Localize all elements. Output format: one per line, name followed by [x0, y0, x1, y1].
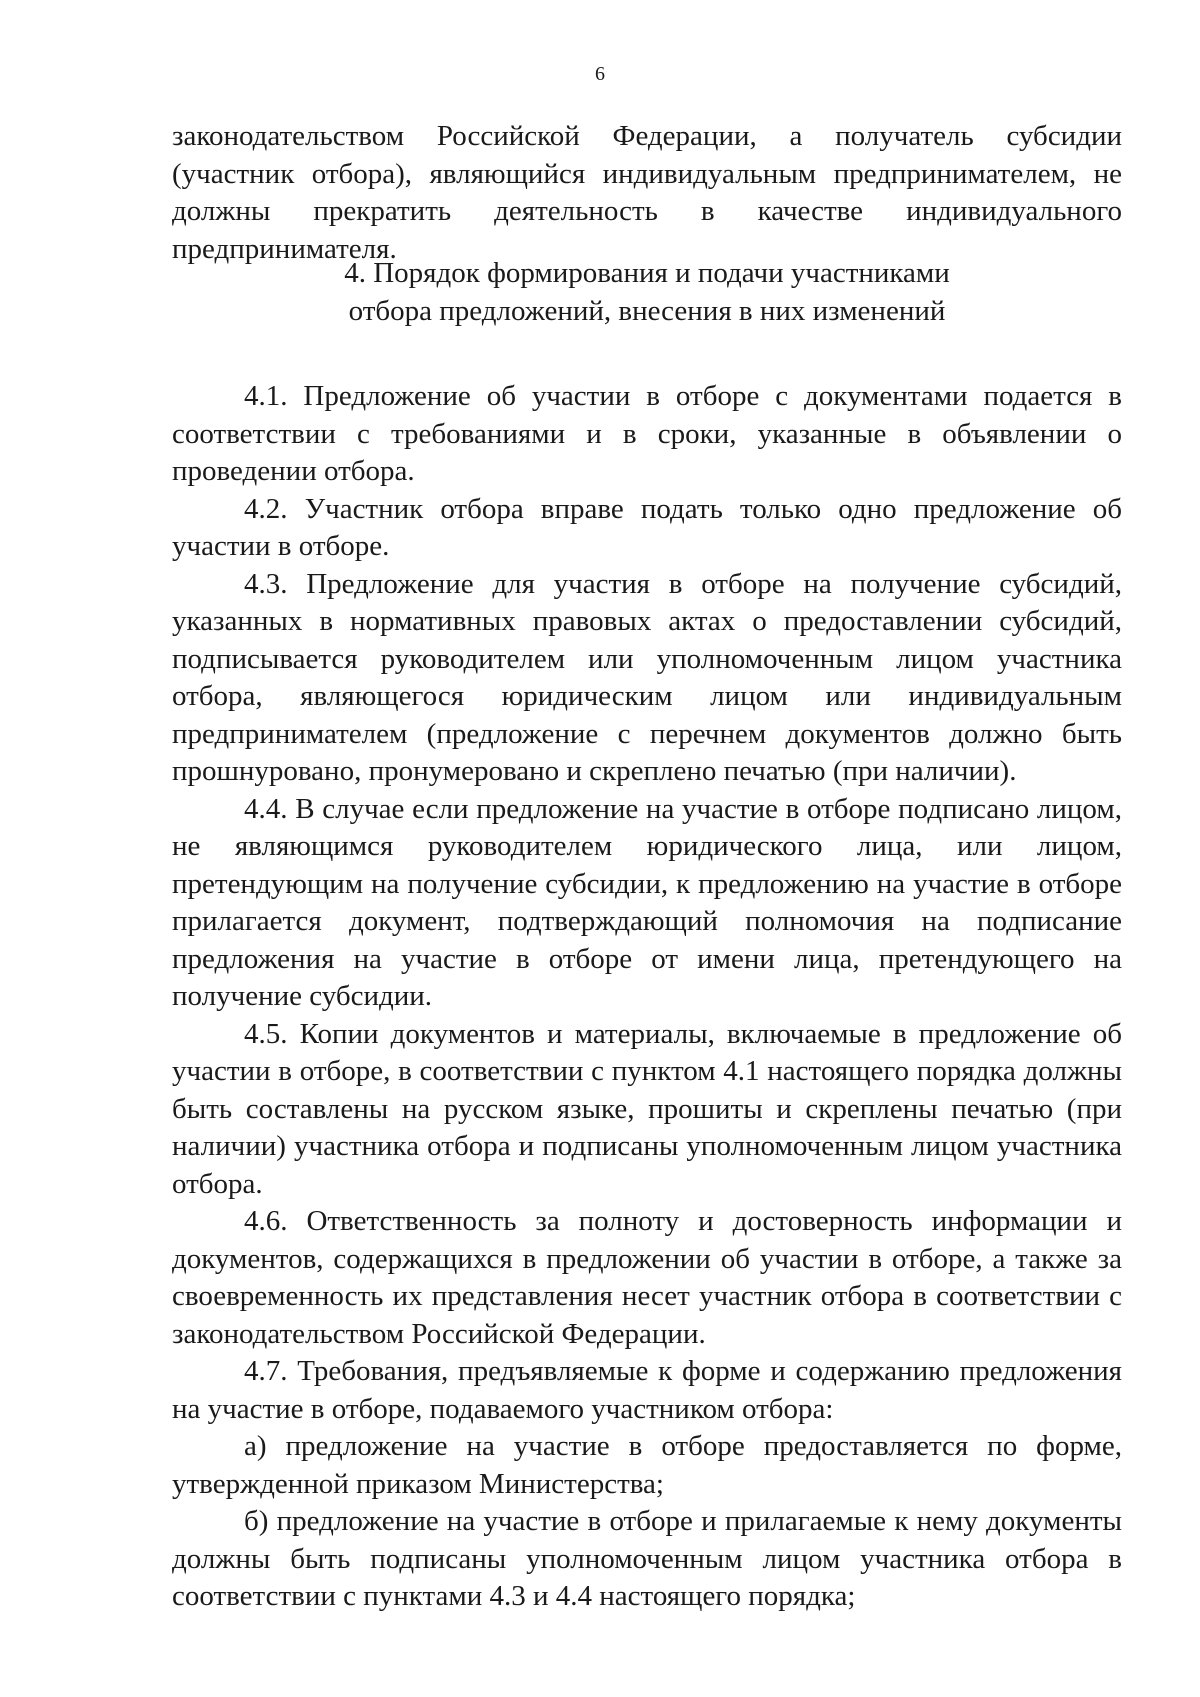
- paragraph-4-1: 4.1. Предложение об участии в отборе с документами подается в соответствии с требованиями и в сроки, указанные в объявлении о проведении отбора.: [172, 380, 1122, 487]
- page-number: 6: [595, 63, 605, 85]
- paragraph-4-7-b: б) предложение на участие в отборе и прилагаемые к нему документы должны быть подписаны уполномоченным лицом участника отбора в соответствии с пунктами 4.3 и 4.4 настоящего порядка;: [172, 1505, 1122, 1612]
- paragraph-4-2: 4.2. Участник отбора вправе подать только одно предложение об участии в отборе.: [172, 492, 1122, 562]
- lead-paragraph: [172, 118, 1122, 268]
- paragraph-4-6: 4.6. Ответственность за полноту и достоверность информации и документов, содержащихся в предложении об участии в отборе, а также за своевременность их представления несет участник отбора в соответствии с законодательством Российской Федерации.: [172, 1205, 1122, 1350]
- section-heading: [172, 254, 1122, 330]
- paragraph-4-3: 4.3. Предложение для участия в отборе на получение субсидий, указанных в нормативных правовых актах о предоставлении субсидий, подписывается руководителем или уполномоченным лицом участника отбора, являющегося юридическим лицом или индивидуальным предпринимателем (предложение с перечнем документов должно быть прошнуровано, пронумеровано и скреплено печатью (при наличии).: [172, 567, 1122, 787]
- lead-paragraph-text: законодательством Российской Федерации, а получатель субсидии (участник отбора), являющийся индивидуальным предпринимателем, не должны прекратить деятельность в качестве индивидуального предпринимателя.: [172, 120, 1122, 265]
- section-body: [172, 378, 1122, 1616]
- section-heading-line-1: 4. Порядок формирования и подачи участниками: [344, 257, 950, 289]
- paragraph-4-4: 4.4. В случае если предложение на участие в отборе подписано лицом, не являющимся руководителем юридического лица, или лицом, претендующим на получение субсидии, к предложению на участие в отборе прилагается документ, подтверждающий полномочия на подписание предложения на участие в отборе от имени лица, претендующего на получение субсидии.: [172, 792, 1122, 1012]
- paragraph-4-7-a: а) предложение на участие в отборе предоставляется по форме, утвержденной приказом Министерства;: [172, 1430, 1122, 1500]
- section-heading-line-2: отбора предложений, внесения в них изменений: [348, 295, 946, 327]
- paragraph-4-5: 4.5. Копии документов и материалы, включаемые в предложение об участии в отборе, в соответствии с пунктом 4.1 настоящего порядка должны быть составлены на русском языке, прошиты и скреплены печатью (при наличии) участника отбора и подписаны уполномоченным лицом участника отбора.: [172, 1017, 1122, 1200]
- paragraph-4-7: 4.7. Требования, предъявляемые к форме и содержанию предложения на участие в отборе, подаваемого участником отбора:: [172, 1355, 1122, 1425]
